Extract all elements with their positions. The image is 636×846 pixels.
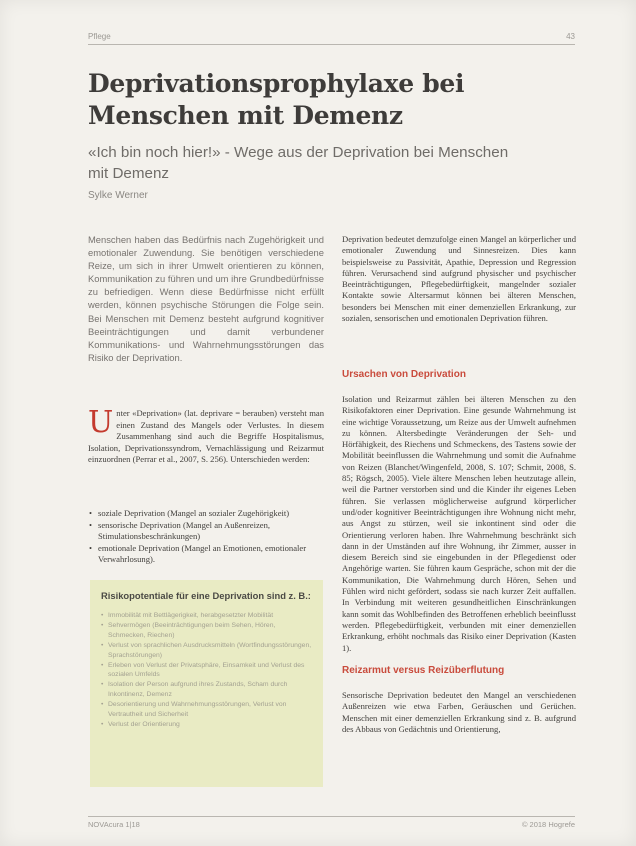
risk-box-heading: Risikopotentiale für eine Deprivation sind z. B.: — [101, 590, 311, 601]
list-item: • Sehvermögen (Beeinträchtigungen beim Sehen, Hören, Schmecken, Riechen) — [101, 621, 313, 641]
list-item: • soziale Deprivation (Mangel an sozialer Zugehörigkeit) — [88, 508, 324, 520]
list-item: • Verlust der Orientierung — [101, 720, 313, 730]
article-subtitle: «Ich bin noch hier!» - Wege aus der Deprivation bei Menschen mit Demenz — [88, 144, 509, 182]
list-item: • sensorische Deprivation (Mangel an Außenreizen, Stimulationsbeschränkungen) — [88, 520, 324, 543]
list-item: • Isolation der Person aufgrund ihres Zustands, Scham durch Inkontinenz, Demenz — [101, 680, 313, 700]
journal-issue: NOVAcura 1|18 — [88, 820, 140, 829]
risk-factors-list — [101, 611, 313, 730]
copyright: © 2018 Hogrefe — [521, 820, 575, 829]
section-heading-ursachen: Ursachen von Deprivation — [342, 369, 466, 380]
list-item: • Verlust von sprachlichen Ausdrucksmitteln (Wortfindungsstörungen, Sprachstörungen) — [101, 641, 313, 661]
page-footer — [88, 816, 575, 829]
intro-text: nter «Deprivation» (lat. deprivare = berauben) versteht man einen Zustand des Mangels oder Verlustes. In diesem Zusammenhang sind auch die Begriffe Hospitalismus, Isolation, Deprivationssyndrom, Vernachlässigung und Reizarmut einzuordnen (Perrar et al., 2007, S. 256). Unterschieden werden: — [88, 408, 324, 465]
deprivation-types-list — [88, 508, 324, 566]
author: Sylke Werner — [88, 190, 148, 201]
page-number: 43 — [566, 32, 575, 41]
section-label: Pflege — [88, 32, 111, 41]
list-item: • Immobilität mit Bettlägerigkeit, herabgesetzter Mobilität — [101, 611, 313, 621]
body-paragraph-1: Deprivation bedeutet demzufolge einen Mangel an körperlicher und emotionaler Zuwendung und Sinnesreizen. Dies kann beispielsweise zu Passivität, Apathie, Depression und Regression führen. Verursachend sind aufgrund physischer und psychischer Beeinträchtigungen, Pflegebedürftigkeit, mangelnder sozialer Kontakte sowie Altersarmut können bei älteren Menschen, besonders bei Menschen mit einer demenziellen Erkrankung, zur sozialen, sensorischen und emotionalen Deprivation führen. — [342, 234, 576, 324]
article-title: Deprivationsprophylaxe bei Menschen mit Demenz — [88, 69, 465, 130]
lead-paragraph: Menschen haben das Bedürfnis nach Zugehörigkeit und emotionaler Zuwendung. Sie benötigen verschiedene Reize, um sich in ihrer Umwelt orientieren zu können, Kommunikation zu führen und um ihre Grundbedürfnisse zu befriedigen. Wenn diese Bedürfnisse nicht erfüllt werden, können psychische Störungen die Folge sein. Bei Menschen mit Demenz besteht aufgrund kognitiver Beeinträchtigungen und damit verbundener Kommunikations- und Wahrnehmungsstörungen das Risiko der Deprivation. — [88, 234, 324, 363]
list-item: • emotionale Deprivation (Mangel an Emotionen, emotionaler Verwahrlosung). — [88, 543, 324, 566]
body-paragraph-2: Isolation und Reizarmut zählen bei älteren Menschen zu den Risikofaktoren einer Deprivation. Eine gesunde Wahrnehmung ist eine wichtige Voraussetzung, um Reize aus der Umwelt aufnehmen zu können. Altersbedingte Veränderungen der Seh- und Hörfähigkeit, des Riechens und Schmeckens, des Tastens sowie der Mobilität beeinflussen die Wahrnehmung und somit die Aufnahme von Reizen (Blanchet/Wingenfeld, 2008, S. 107; Schmit, 2008, S. 85; Rögsch, 2005). Viele ältere Menschen leben heutzutage allein, weil die Partner verstorben sind und die Kinder ihr eigenes Leben führen. Sie verlassen möglicherweise aufgrund körperlicher und/oder kognitiver Beeinträchtigungen ihre Wohnung nicht mehr, aus Angst zu stürzen, weil sie inkontinent sind oder die Orientierung verloren haben. Ihre Wahrnehmung beschränkt sich dann in der Umständen auf ihre Wohnung, ihr Zimmer, ausser in diesem Bereich sind sie eingebunden in der Pflegedienst oder Angehörige warten. Sie führen kaum Gespräche, schon mit der die Kommunikation, Die Wahrnehmung durch Hören, Sehen und Fühlen wird nicht gefördert, sodass sie nach kurzer Zeit auffallen. In Verbindung mit weiteren gesundheitlichen Einschränkungen kann somit das Wohlbefinden des Betroffenen erheblich beeinflusst werden. Pflegebedürftigkeit, verbunden mit einer demenziellen Erkrankung, erhöht nochmals das Risiko einer Deprivation (Kasten 1). — [342, 394, 576, 653]
body-paragraph-3: Sensorische Deprivation bedeutet den Mangel an verschiedenen Außenreizen wie etwa Farben, Geräuschen und Gerüchen. Menschen mit einer demenziellen Erkrankung sind z. B. aufgrund des Abbaus von Gedächtnis und Orientierung, — [342, 690, 576, 734]
risk-factors-box — [90, 580, 323, 787]
section-heading-reizarmut: Reizarmut versus Reizüberflutung — [342, 665, 505, 676]
list-item: • Erleben von Verlust der Privatsphäre, Einsamkeit und Verlust des sozialen Umfelds — [101, 661, 313, 681]
drop-cap: U — [88, 405, 114, 440]
running-head — [88, 30, 575, 45]
intro-paragraph — [88, 405, 324, 466]
list-item: • Desorientierung und Wahrnehmungsstörungen, Verlust von Vertrautheit und Sicherheit — [101, 700, 313, 720]
